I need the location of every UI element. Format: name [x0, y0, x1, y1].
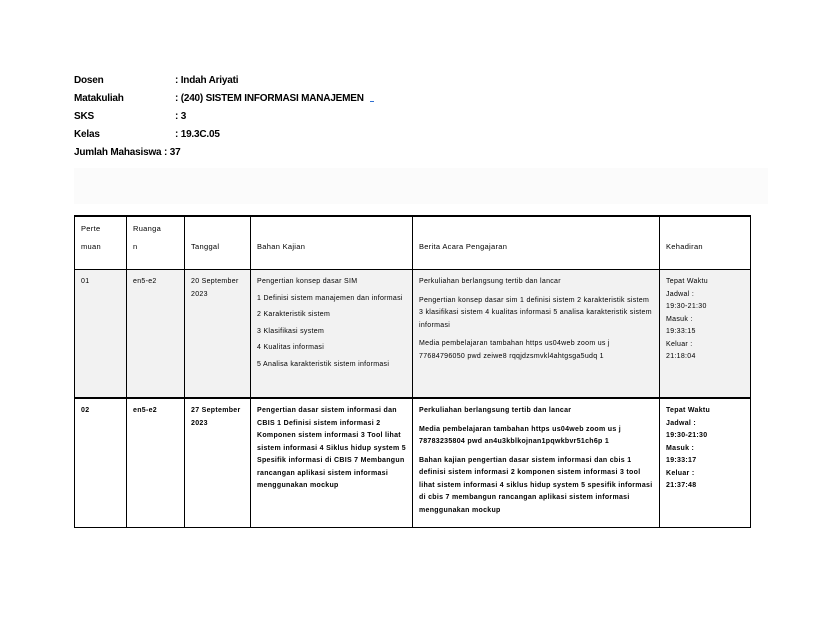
- cell-tanggal: 20 September 2023: [185, 270, 251, 399]
- info-value: : 19.3C.05: [175, 129, 220, 140]
- separator-band: [74, 168, 768, 204]
- kehadiran-line: Masuk :: [666, 444, 695, 452]
- link-mark[interactable]: [370, 101, 374, 102]
- bahan-line: 4 Kualitas informasi: [257, 344, 325, 351]
- cell-kehadiran: [660, 270, 751, 399]
- cell-pertemuan: 01: [75, 270, 127, 399]
- berita-para: Media pembelajaran tambahan https us04web zoom us j 77684796050 pwd zeiwe8 rqqjdzsmvkl4ahtgsga5udq 1: [419, 340, 610, 360]
- kehadiran-line: Jadwal :: [666, 290, 695, 298]
- cell-tanggal: 27 September 2023: [185, 398, 251, 528]
- kehadiran-line: 21:18:04: [666, 353, 696, 360]
- info-kelas: [74, 128, 374, 146]
- table-row: [75, 398, 751, 528]
- bahan-line: 3 Klasifikasi system: [257, 327, 325, 335]
- cell-berita: [413, 398, 660, 528]
- kehadiran-line: 19:30-21:30: [666, 432, 708, 439]
- berita-para: Perkuliahan berlangsung tertib dan lancar: [419, 407, 572, 414]
- cell-ruangan: en5-e2: [127, 398, 185, 528]
- info-label: Dosen: [74, 75, 104, 86]
- info-dosen: [74, 74, 374, 92]
- kehadiran-line: Keluar :: [666, 469, 695, 477]
- kehadiran-line: 21:37:48: [666, 482, 697, 489]
- header-kehadiran: Kehadiran: [660, 216, 751, 270]
- info-matakuliah: [74, 92, 374, 110]
- cell-berita: [413, 270, 660, 399]
- berita-para: Media pembelajaran tambahan https us04web zoom us j 78783235804 pwd an4u3kblkojnan1pqwkbvr51ch6p 1: [419, 425, 622, 445]
- bahan-line: 1 Definisi sistem manajemen dan informasi: [257, 294, 403, 302]
- cell-bahan: [251, 398, 413, 528]
- info-jumlah: [74, 146, 374, 164]
- header-berita: Berita Acara Pengajaran: [413, 216, 660, 270]
- kehadiran-line: Jadwal :: [666, 419, 697, 427]
- bahan-line: Pengertian konsep dasar SIM: [257, 278, 358, 285]
- berita-para: Pengertian konsep dasar sim 1 definisi sistem 2 karakteristik sistem 3 klasifikasi sistem 4 kualitas informasi 5 analisa karakteristik sistem informasi: [419, 296, 652, 329]
- info-value: : (240) SISTEM INFORMASI MANAJEMEN: [175, 93, 364, 104]
- info-sks: [74, 110, 374, 128]
- kehadiran-line: 19:33:15: [666, 328, 696, 335]
- bahan-line: 2 Karakteristik sistem: [257, 311, 331, 318]
- kehadiran-line: Tepat Waktu: [666, 407, 711, 414]
- table-header-row: [75, 216, 751, 270]
- cell-kehadiran: [660, 398, 751, 528]
- header-ruangan: Ruanga n: [127, 216, 185, 270]
- info-label: Jumlah Mahasiswa: [74, 147, 162, 158]
- header-bahan: Bahan Kajian: [251, 216, 413, 270]
- course-info: [74, 74, 374, 164]
- cell-bahan: [251, 270, 413, 399]
- kehadiran-line: Tepat Waktu: [666, 278, 708, 285]
- info-label: SKS: [74, 111, 94, 122]
- kehadiran-line: 19:30-21:30: [666, 303, 707, 310]
- bahan-line: Pengertian dasar sistem informasi dan CBIS 1 Definisi sistem informasi 2 Komponen sistem informasi 3 Tool lihat sistem informasi 4 Siklus hidup system 5 Spesifik informasi di CBIS 7 Membangun rancangan aplikasi sistem informasi menggunakan mockup: [257, 407, 406, 489]
- berita-para: Bahan kajian pengertian dasar sistem informasi dan cbis 1 definisi sistem informasi 2 komponen sistem informasi 3 tool lihat sistem informasi 4 siklus hidup system 5 spesifik informasi di cbis 7 membangun rancangan aplikasi sistem informasi menggunakan mockup: [419, 456, 653, 514]
- attendance-table: [74, 215, 751, 528]
- cell-ruangan: en5-e2: [127, 270, 185, 399]
- info-value: : 3: [175, 111, 187, 122]
- kehadiran-line: Keluar :: [666, 340, 693, 348]
- bahan-line: 5 Analisa karakteristik sistem informasi: [257, 360, 390, 368]
- berita-para: Perkuliahan berlangsung tertib dan lancar: [419, 278, 561, 285]
- cell-pertemuan: 02: [75, 398, 127, 528]
- header-pertemuan: Perte muan: [75, 216, 127, 270]
- info-value: : Indah Ariyati: [175, 75, 239, 86]
- kehadiran-line: 19:33:17: [666, 457, 697, 464]
- kehadiran-line: Masuk :: [666, 315, 693, 323]
- header-tanggal: Tanggal: [185, 216, 251, 270]
- info-label: Matakuliah: [74, 93, 124, 104]
- table-row: [75, 270, 751, 399]
- info-label: Kelas: [74, 129, 100, 140]
- info-value: : 37: [164, 147, 181, 158]
